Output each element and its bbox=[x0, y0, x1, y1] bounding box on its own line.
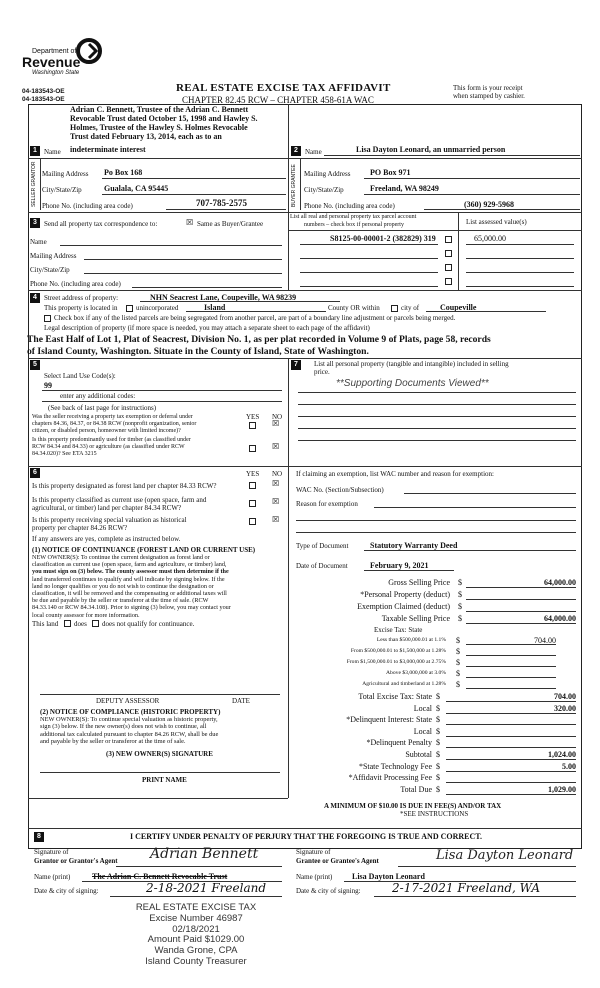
city-of-label: city of bbox=[401, 304, 420, 312]
tax-total-value: 320.00 bbox=[554, 703, 576, 713]
parcel-personal-checkbox-3[interactable] bbox=[445, 264, 452, 271]
print-name-label: PRINT NAME bbox=[142, 776, 187, 784]
receipt-note-1: This form is your receipt bbox=[453, 84, 523, 92]
tax-tier-line bbox=[466, 655, 556, 656]
tax-total-label: Total Due bbox=[400, 784, 432, 794]
tax-row-line bbox=[466, 611, 576, 612]
seller-name-line-4: Trust dated February 13, 2014, each as to an bbox=[70, 132, 222, 141]
correspondence-mailing-label: Mailing Address bbox=[30, 252, 77, 260]
s6-q3-line2: property per chapter 84.26 RCW? bbox=[32, 524, 128, 532]
grantor-sig-label-2: Grantor or Grantor's Agent bbox=[34, 857, 118, 865]
tax-row-value: 64,000.00 bbox=[544, 578, 576, 587]
grantee-sig-label-1: Signature of bbox=[296, 848, 331, 856]
dept-line1: Department of bbox=[32, 48, 77, 55]
tax-row-value: 64,000.00 bbox=[544, 614, 576, 623]
seller-name-line-1: Adrian C. Bennett, Trustee of the Adrian C. Bennett bbox=[70, 105, 249, 114]
tax-row-line bbox=[466, 599, 576, 600]
tax-tier-line bbox=[466, 688, 556, 689]
personal-property-label-1: List all personal property (tangible and intangible) included in selling bbox=[314, 360, 509, 368]
wac-label: WAC No. (Section/Subsection) bbox=[296, 486, 384, 494]
s6-q2-line2: agricultural, or timber) land per chapter 84.34 RCW? bbox=[32, 504, 182, 512]
same-as-buyer-label: Same as Buyer/Grantee bbox=[197, 220, 264, 228]
personal-property-label-2: price. bbox=[314, 368, 330, 376]
notice1-body bbox=[32, 554, 286, 619]
s6-q3-line1: Is this property receiving special valuation as historical bbox=[32, 516, 187, 524]
doc-date-label: Date of Document bbox=[296, 562, 348, 570]
seller-city-label: City/State/Zip bbox=[42, 186, 82, 194]
tax-tier-dollar: $ bbox=[456, 636, 460, 645]
tax-row-label: Exemption Claimed (deduct) bbox=[357, 602, 450, 611]
tax-total-line bbox=[446, 747, 576, 748]
unincorporated-label: unincorporated bbox=[136, 304, 179, 312]
legal-description-label: Legal description of property (if more space is needed, you may attach a separate sheet to each page of the affidavit) bbox=[44, 324, 370, 332]
tax-total-label: *Affidavit Processing Fee bbox=[348, 773, 432, 783]
tax-tier-label: Agricultural and timberland at 1.28% bbox=[362, 681, 446, 687]
form-id-2: 04-183543-OE bbox=[22, 96, 65, 103]
does-not-checkbox[interactable] bbox=[92, 620, 99, 627]
seller-name-block bbox=[70, 105, 286, 141]
s5-q1-no-checkbox[interactable]: ☒ bbox=[272, 419, 280, 428]
tax-total-line bbox=[446, 713, 576, 714]
doc-date-value: February 9, 2021 bbox=[370, 561, 429, 570]
located-text: This property is located in bbox=[44, 304, 118, 312]
section-3-badge: 3 bbox=[30, 218, 40, 228]
receipt-note-2: when stamped by cashier. bbox=[453, 92, 525, 100]
tax-total-dollar: $ bbox=[436, 761, 440, 771]
tax-tier-label: Above $3,000,000 at 3.0% bbox=[386, 670, 446, 676]
tax-total-dollar: $ bbox=[436, 726, 440, 736]
parcel-personal-checkbox-4[interactable] bbox=[445, 278, 452, 285]
tax-total-dollar: $ bbox=[436, 692, 440, 701]
grantor-date-city: 2-18-2021 Freeland bbox=[146, 881, 267, 895]
tax-tier-label: Less than $500,000.01 at 1.1% bbox=[376, 637, 446, 643]
seller-side-label: SELLER GRANTOR bbox=[31, 161, 37, 207]
dept-line2: Revenue bbox=[22, 54, 81, 70]
tax-total-value: 5.00 bbox=[562, 761, 576, 771]
s6-q3-no-checkbox[interactable]: ☒ bbox=[272, 515, 280, 524]
page-title: REAL ESTATE EXCISE TAX AFFIDAVIT bbox=[176, 82, 391, 94]
send-correspondence-label: Send all property tax correspondence to: bbox=[44, 220, 158, 228]
notice2-line-2: sign (3) below. If the new owner(s) does not wish to continue, all bbox=[40, 723, 207, 731]
tax-total-label: *Delinquent Penalty bbox=[366, 738, 432, 748]
seller-name-label: Name bbox=[44, 148, 61, 156]
street-label: Street address of property: bbox=[44, 294, 119, 302]
tax-total-line bbox=[446, 736, 576, 737]
notice1-line-7: be due and payable by the seller or transferor at the time of sale. (RCW bbox=[32, 597, 209, 605]
minimum-notice-2: *SEE INSTRUCTIONS bbox=[400, 810, 469, 818]
buyer-city-value: Freeland, WA 98249 bbox=[370, 184, 439, 193]
tax-row-label: *Personal Property (deduct) bbox=[360, 590, 450, 599]
tax-total-line bbox=[446, 724, 576, 725]
s5-q2-line2: RCW 84.34 and 84.33) or agriculture (as classified under RCW bbox=[32, 444, 185, 450]
see-back-label: (See back of last page for instructions) bbox=[48, 404, 157, 412]
grantee-signature: Lisa Dayton Leonard bbox=[436, 848, 574, 863]
notice1-title: (1) NOTICE OF CONTINUANCE (FOREST LAND OR CURRENT USE) bbox=[32, 546, 256, 554]
notice1-line-5: land no longer qualifies or you do not wish to continue the designation or bbox=[32, 582, 214, 590]
seller-name-line-5: indeterminate interest bbox=[70, 145, 146, 154]
city-checkbox[interactable] bbox=[391, 305, 398, 312]
deputy-assessor-label: DEPUTY ASSESSOR bbox=[96, 697, 160, 705]
tax-row-label: Taxable Selling Price bbox=[381, 614, 450, 623]
date-label: DATE bbox=[232, 697, 250, 705]
tax-total-dollar: $ bbox=[436, 703, 440, 713]
grantee-date-city: 2-17-2021 Freeland, WA bbox=[392, 881, 541, 895]
legal-description-line-1: The East Half of Lot 1, Plat of Seacrest, Division No. 1, as per plat recorded in Volume 9 of Plats, page 58, records bbox=[27, 334, 491, 345]
tax-total-value: 704.00 bbox=[554, 692, 576, 701]
tax-total-label: Local bbox=[413, 703, 432, 713]
notice2-line-1: NEW OWNER(S): To continue special valuation as historic property, bbox=[40, 716, 218, 723]
parcel-personal-checkbox-2[interactable] bbox=[445, 250, 452, 257]
s6-q1: Is this property designated as forest land per chapter 84.33 RCW? bbox=[32, 482, 217, 490]
buyer-name-label: Name bbox=[305, 148, 322, 156]
grantee-date-label: Date & city of signing: bbox=[296, 887, 361, 895]
s6-q3-yes-checkbox[interactable] bbox=[249, 518, 256, 525]
tax-total-label: Total Excise Tax: State bbox=[358, 692, 432, 701]
stamp-line-3: 02/18/2021 bbox=[172, 923, 220, 935]
tax-tier-dollar: $ bbox=[456, 669, 460, 678]
doc-type-value: Statutory Warranty Deed bbox=[370, 541, 458, 550]
grantor-sig-label-1: Signature of bbox=[34, 848, 69, 856]
s5-q1-line2: chapters 84.36, 84.37, or 84.38 RCW (nonprofit organization, senior bbox=[32, 421, 197, 427]
section-8-badge: 8 bbox=[34, 832, 44, 842]
s6-q1-no-checkbox[interactable]: ☒ bbox=[272, 479, 280, 488]
notice1-line-9: local county assessor for more information. bbox=[32, 611, 140, 619]
land-use-value: 99 bbox=[44, 381, 52, 390]
does-not-label: does not qualify for continuance. bbox=[102, 620, 195, 628]
treasurer-stamp bbox=[116, 903, 276, 968]
s6-if-yes: If any answers are yes, complete as instructed below. bbox=[32, 535, 181, 543]
form-id-1: 04-183543-OE bbox=[22, 88, 65, 95]
section-6-badge: 6 bbox=[30, 468, 40, 478]
s5-q2-yes-checkbox[interactable] bbox=[249, 445, 256, 452]
tax-total-label: *State Technology Fee bbox=[358, 761, 432, 771]
tax-total-label: *Delinquent Interest: State bbox=[346, 715, 432, 725]
tax-total-value: 1,024.00 bbox=[548, 750, 576, 759]
segregated-checkbox[interactable] bbox=[44, 315, 51, 322]
tax-total-dollar: $ bbox=[436, 715, 440, 725]
notice1-line-3: you must sign on (3) below. The county assessor must then determine if the bbox=[32, 568, 229, 576]
notice1-line-2: classification as current use (open space, farm and agriculture, or timber) land, bbox=[32, 561, 227, 569]
notice2-body bbox=[40, 716, 286, 746]
buyer-mailing-value: PO Box 971 bbox=[370, 168, 411, 177]
tax-total-line bbox=[446, 782, 576, 783]
notice1-line-4: land transferred continues to qualify and will indicate by signing below. If the bbox=[32, 575, 225, 583]
tax-row-label: Gross Selling Price bbox=[388, 578, 450, 587]
section-1-badge: 1 bbox=[30, 146, 40, 156]
s5-q2-line3: 84.34.020)? See ETA 3215 bbox=[32, 451, 97, 457]
notice2-title: (2) NOTICE OF COMPLIANCE (HISTORIC PROPERTY) bbox=[40, 708, 221, 716]
supporting-docs-stamp: **Supporting Documents Viewed** bbox=[336, 378, 489, 389]
stamp-line-1: REAL ESTATE EXCISE TAX bbox=[135, 902, 257, 913]
county-label: County OR within bbox=[328, 304, 380, 312]
unincorporated-checkbox[interactable] bbox=[126, 305, 133, 312]
tax-row-dollar: $ bbox=[458, 590, 462, 599]
buyer-mailing-label: Mailing Address bbox=[304, 170, 351, 178]
notice1-line-1: NEW OWNER(S): To continue the current designation as forest land or bbox=[32, 554, 210, 561]
additional-codes-label: enter any additional codes: bbox=[60, 392, 136, 400]
same-as-buyer-checkbox[interactable]: ☒ bbox=[186, 218, 194, 227]
correspondence-city-label: City/State/Zip bbox=[30, 266, 70, 274]
section-7-badge: 7 bbox=[291, 360, 301, 370]
s5-q1-line1: Was the seller receiving a property tax exemption or deferral under bbox=[32, 414, 193, 420]
seller-phone-value: 707-785-2575 bbox=[196, 198, 247, 208]
tax-tier-line bbox=[466, 666, 556, 667]
seller-mailing-label: Mailing Address bbox=[42, 170, 89, 178]
seller-phone-label: Phone No. (including area code) bbox=[42, 202, 133, 210]
tax-tier-dollar: $ bbox=[456, 680, 460, 689]
tax-total-line bbox=[446, 771, 576, 772]
correspondence-phone-label: Phone No. (including area code) bbox=[30, 280, 121, 288]
buyer-city-label: City/State/Zip bbox=[304, 186, 344, 194]
tax-tier-label: From $500,000.01 to $1,500,000 at 1.28% bbox=[350, 648, 446, 654]
s5-yes-header: YES bbox=[246, 413, 260, 421]
tax-total-line bbox=[446, 701, 576, 702]
buyer-side-label: BUYER GRANTEE bbox=[291, 164, 297, 207]
s6-q2-yes-checkbox[interactable] bbox=[249, 500, 256, 507]
county-value: Island bbox=[204, 303, 226, 312]
buyer-phone-label: Phone No. (including area code) bbox=[304, 202, 395, 210]
grantor-name-print-label: Name (print) bbox=[34, 873, 71, 881]
this-land-label: This land bbox=[32, 620, 59, 628]
parcel-personal-checkbox-1[interactable] bbox=[445, 236, 452, 243]
seller-city-value: Gualala, CA 95445 bbox=[104, 184, 169, 193]
tax-row-dollar: $ bbox=[458, 614, 462, 623]
seller-name-line-3: Holmes, Trustee of the Hawley S. Holmes Revocable bbox=[70, 123, 248, 132]
seller-name-line-2: Revocable Trust dated October 15, 1998 and Hawley S. bbox=[70, 114, 258, 123]
tax-tier-value: 704.00 bbox=[534, 636, 556, 645]
stamp-line-2: Excise Number 46987 bbox=[149, 912, 243, 924]
s5-no-header: NO bbox=[272, 413, 283, 421]
notice1-line-8: 84.33.140 or RCW 84.34.108). Prior to signing (3) below, you may contact your bbox=[32, 604, 231, 612]
s6-yes-header: YES bbox=[246, 470, 260, 478]
legal-description-line-2: of Island County, Washington. Situate in the County of Island, State of Washington. bbox=[27, 346, 369, 357]
minimum-notice-1: A MINIMUM OF $10.00 IS DUE IN FEE(S) AND/OR TAX bbox=[324, 802, 502, 810]
grantee-name-print: Lisa Dayton Leonard bbox=[352, 872, 425, 881]
exemption-label: If claiming an exemption, list WAC number and reason for exemption: bbox=[296, 470, 494, 478]
s6-q2-no-checkbox[interactable]: ☒ bbox=[272, 497, 280, 506]
notice2-line-4: and payable by the seller or transferor at the time of sale. bbox=[40, 738, 186, 746]
dept-line3: Washington State bbox=[32, 70, 80, 76]
street-value: NHN Seacrest Lane, Coupeville, WA 98239 bbox=[150, 293, 297, 302]
grantor-signature: Adrian Bennett bbox=[150, 846, 259, 862]
segregated-text: Check box if any of the listed parcels are being segregated from another parcel, are part of a boundary line adjustment or parcels being merged. bbox=[54, 314, 456, 322]
does-checkbox[interactable] bbox=[64, 620, 71, 627]
grantor-name-print: The Adrian C. Bennett Revocable Trust bbox=[92, 872, 228, 881]
grantee-name-print-label: Name (print) bbox=[296, 873, 333, 881]
tax-row-dollar: $ bbox=[458, 602, 462, 611]
tax-total-dollar: $ bbox=[436, 784, 440, 794]
s5-q2-line1: Is this property predominantly used for timber (as classified under bbox=[32, 437, 191, 443]
s6-no-header: NO bbox=[272, 470, 283, 478]
does-label: does bbox=[74, 620, 87, 628]
section-2-badge: 2 bbox=[291, 146, 301, 156]
notice1-line-6: classification, it will be removed and the compensating or additional taxes will bbox=[32, 590, 227, 598]
page-subtitle: CHAPTER 82.45 RCW – CHAPTER 458-61A WAC bbox=[182, 95, 374, 105]
city-value: Coupeville bbox=[440, 303, 477, 312]
tax-tier-label: From $1,500,000.01 to $3,000,000 at 2.75% bbox=[346, 659, 446, 665]
stamp-line-4: Amount Paid $1029.00 bbox=[147, 934, 245, 946]
tax-total-dollar: $ bbox=[436, 738, 440, 748]
land-use-label: Select Land Use Code(s): bbox=[44, 372, 116, 380]
reason-label: Reason for exemption bbox=[296, 500, 358, 508]
doc-type-label: Type of Document bbox=[296, 542, 349, 550]
tax-tier-line bbox=[466, 644, 556, 645]
parcel-number-value: S8125-00-00001-2 (382829) 319 bbox=[330, 234, 436, 243]
tax-tier-dollar: $ bbox=[456, 658, 460, 667]
stamp-line-5: Wanda Grone, CPA bbox=[154, 945, 238, 957]
tax-total-label: Subtotal bbox=[405, 750, 432, 759]
tax-row-line bbox=[466, 587, 576, 588]
tax-total-dollar: $ bbox=[436, 773, 440, 783]
s6-q1-yes-checkbox[interactable] bbox=[249, 482, 256, 489]
tax-total-line bbox=[446, 759, 576, 760]
certify-statement: I CERTIFY UNDER PENALTY OF PERJURY THAT THE FOREGOING IS TRUE AND CORRECT. bbox=[130, 832, 483, 841]
tax-row-dollar: $ bbox=[458, 578, 462, 587]
correspondence-name-label: Name bbox=[30, 238, 47, 246]
assessed-header: List assessed value(s) bbox=[466, 218, 527, 226]
s5-q1-yes-checkbox[interactable] bbox=[249, 422, 256, 429]
tax-tier-line bbox=[466, 677, 556, 678]
dor-logo bbox=[22, 38, 112, 80]
grantor-date-label: Date & city of signing: bbox=[34, 887, 99, 895]
grantee-sig-label-2: Grantee or Grantee's Agent bbox=[296, 857, 379, 865]
excise-state-label: Excise Tax: State bbox=[374, 626, 423, 634]
s5-q1-line3: citizen, or disabled person, homeowner with limited income)? bbox=[32, 428, 181, 434]
new-owner-signature-label: (3) NEW OWNER(S) SIGNATURE bbox=[106, 750, 213, 758]
notice2-line-3: additional tax calculated pursuant to chapter 84.26 RCW, shall be due bbox=[40, 730, 219, 738]
stamp-line-6: Island County Treasurer bbox=[145, 955, 247, 967]
section-5-badge: 5 bbox=[30, 360, 40, 370]
assessed-value: 65,000.00 bbox=[474, 234, 506, 243]
parcel-header-1: List all real and personal property tax parcel account bbox=[290, 214, 417, 220]
buyer-phone-value: (360) 929-5968 bbox=[464, 200, 514, 209]
s6-q2-line1: Is this property classified as current use (open space, farm and bbox=[32, 496, 207, 504]
tax-total-line bbox=[446, 794, 576, 795]
tax-row-line bbox=[466, 623, 576, 624]
seller-mailing-value: Po Box 168 bbox=[104, 168, 143, 177]
tax-total-dollar: $ bbox=[436, 750, 440, 759]
tax-total-value: 1,029.00 bbox=[548, 784, 576, 794]
tax-total-label: Local bbox=[413, 726, 432, 736]
s5-q2-no-checkbox[interactable]: ☒ bbox=[272, 442, 280, 451]
buyer-name-value: Lisa Dayton Leonard, an unmarried person bbox=[356, 145, 506, 154]
section-4-badge: 4 bbox=[30, 293, 40, 303]
tax-tier-dollar: $ bbox=[456, 647, 460, 656]
parcel-header-2: numbers – check box if personal property bbox=[304, 222, 404, 228]
